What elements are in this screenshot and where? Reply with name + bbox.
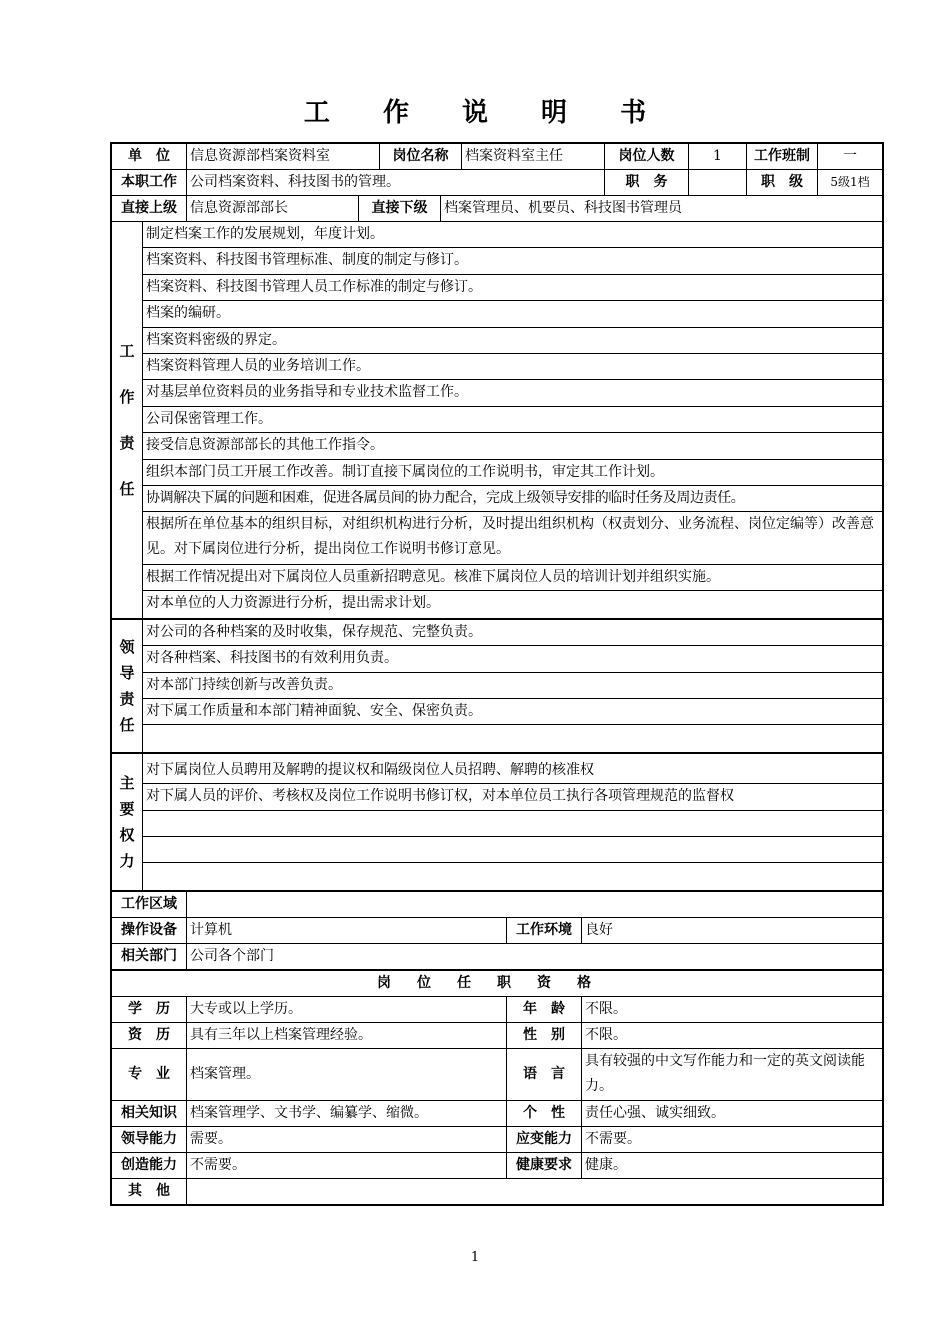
list-item: 对下属工作质量和本部门精神面貌、安全、保密负责。 xyxy=(143,699,882,725)
adaptability-label: 应变能力 xyxy=(507,1127,582,1152)
equipment-label: 操作设备 xyxy=(112,918,187,943)
shift-label: 工作班制 xyxy=(747,144,818,169)
creativity-row xyxy=(112,1153,882,1179)
age-label: 年 龄 xyxy=(507,997,582,1022)
job-description-table xyxy=(110,142,884,1206)
environment-value: 良好 xyxy=(585,921,613,938)
page-title: 工 作 说 明 书 xyxy=(303,98,669,128)
knowledge-row xyxy=(112,1101,882,1127)
creativity-value: 不需要。 xyxy=(187,1153,507,1178)
position-label: 岗位名称 xyxy=(380,144,462,169)
other-row xyxy=(112,1179,882,1204)
leadership-list xyxy=(143,620,882,752)
personality-label: 个 性 xyxy=(507,1101,582,1126)
header-row-2 xyxy=(112,170,882,196)
job-label: 本职工作 xyxy=(112,170,187,195)
list-item: 根据工作情况提出对下属岗位人员重新招聘意见。核准下属岗位人员的培训计划并组织实施。 xyxy=(143,565,882,591)
grade-label: 职 级 xyxy=(747,170,818,195)
creativity-label: 创造能力 xyxy=(112,1153,187,1178)
headcount-label: 岗位人数 xyxy=(605,144,689,169)
list-item: 对各种档案、科技图书的有效利用负责。 xyxy=(143,646,882,672)
list-item: 制定档案工作的发展规划，年度计划。 xyxy=(143,222,882,248)
list-item: 档案资料管理人员的业务培训工作。 xyxy=(143,354,882,380)
list-item: 组织本部门员工开展工作改善。制订直接下属岗位的工作说明书，审定其工作计划。 xyxy=(143,460,882,486)
list-item xyxy=(143,863,882,889)
duty-label: 职 务 xyxy=(605,170,689,195)
list-item: 档案的编研。 xyxy=(143,301,882,327)
education-value: 大专或以上学历。 xyxy=(187,997,507,1022)
experience-row xyxy=(112,1023,882,1049)
environment-label: 工作环境 xyxy=(507,918,582,943)
health-label: 健康要求 xyxy=(507,1153,582,1178)
leadership-ability-row xyxy=(112,1127,882,1153)
gender-label: 性 别 xyxy=(507,1023,582,1048)
language-value: 具有较强的中文写作能力和一定的英文阅读能力。 xyxy=(585,1052,865,1094)
experience-label: 资 历 xyxy=(112,1023,187,1048)
list-item: 对下属岗位人员聘用及解聘的提议权和隔级岗位人员招聘、解聘的核准权 xyxy=(143,758,882,784)
leadership-label: 领 导 责 任 xyxy=(112,620,143,752)
leadership-ability-value: 需要。 xyxy=(187,1127,507,1152)
education-row xyxy=(112,997,882,1023)
list-item: 公司保密管理工作。 xyxy=(143,407,882,433)
experience-value: 具有三年以上档案管理经验。 xyxy=(187,1023,507,1048)
authority-list xyxy=(143,754,882,890)
work-area-row xyxy=(112,892,882,918)
responsibilities-label: 工 作 责 任 xyxy=(112,222,143,618)
list-item: 接受信息资源部部长的其他工作指令。 xyxy=(143,433,882,459)
grade-value: 5级1档 xyxy=(830,175,870,189)
list-item: 根据所在单位基本的组织目标，对组织机构进行分析，及时提出组织机构（权责划分、业务流程、岗位定编等）改善意见。对下属岗位进行分析，提出岗位工作说明书修订意见。 xyxy=(143,512,882,565)
headcount-value: 1 xyxy=(689,144,747,169)
list-item xyxy=(143,811,882,837)
related-dept-row xyxy=(112,944,882,971)
list-item: 档案资料密级的界定。 xyxy=(143,328,882,354)
authority-label: 主 要 权 力 xyxy=(112,754,143,890)
work-area-label: 工作区域 xyxy=(112,892,187,917)
responsibilities-list xyxy=(143,222,882,618)
adaptability-value: 不需要。 xyxy=(585,1130,641,1147)
related-dept-value: 公司各个部门 xyxy=(190,947,274,964)
other-value xyxy=(187,1179,882,1204)
major-row xyxy=(112,1049,882,1101)
list-item xyxy=(143,725,882,751)
knowledge-value: 档案管理学、文书学、编纂学、缩微。 xyxy=(187,1101,507,1126)
list-item: 对下属人员的评价、考核权及岗位工作说明书修订权，对本单位员工执行各项管理规范的监督权 xyxy=(143,784,882,810)
header-row-3 xyxy=(112,196,882,222)
superior-value: 信息资源部部长 xyxy=(187,196,359,221)
other-label: 其 他 xyxy=(112,1179,187,1204)
education-label: 学 历 xyxy=(112,997,187,1022)
page-number: 1 xyxy=(470,1250,480,1265)
personality-value: 责任心强、诚实细致。 xyxy=(585,1104,725,1121)
list-item: 对基层单位资料员的业务指导和专业技术监督工作。 xyxy=(143,380,882,406)
work-area-value xyxy=(187,892,882,917)
list-item: 对公司的各种档案的及时收集，保存规范、完整负责。 xyxy=(143,620,882,646)
superior-label: 直接上级 xyxy=(112,196,187,221)
position-value: 档案资料室主任 xyxy=(462,144,605,169)
unit-value: 信息资源部档案资料室 xyxy=(187,144,380,169)
list-item xyxy=(143,837,882,863)
subordinate-value: 档案管理员、机要员、科技图书管理员 xyxy=(444,200,682,216)
job-value: 公司档案资料、科技图书的管理。 xyxy=(187,170,605,195)
list-item: 对本单位的人力资源进行分析，提出需求计划。 xyxy=(146,595,440,612)
shift-value: 一 xyxy=(843,148,857,164)
qualifications-heading: 岗位任职资格 xyxy=(377,974,617,991)
list-item: 协调解决下属的问题和困难，促进各属员间的协力配合，完成上级领导安排的临时任务及周边责任。 xyxy=(143,486,882,512)
equipment-row xyxy=(112,918,882,944)
leadership-ability-label: 领导能力 xyxy=(112,1127,187,1152)
duty-value xyxy=(689,170,747,195)
authority-section xyxy=(112,754,882,892)
language-label: 语 言 xyxy=(507,1049,582,1100)
header-row-1 xyxy=(112,144,882,170)
age-value: 不限。 xyxy=(585,1000,627,1017)
list-item: 档案资料、科技图书管理标准、制度的制定与修订。 xyxy=(143,248,882,274)
equipment-value: 计算机 xyxy=(187,918,507,943)
knowledge-label: 相关知识 xyxy=(112,1101,187,1126)
leadership-section xyxy=(112,620,882,754)
subordinate-label: 直接下级 xyxy=(359,196,441,221)
qualifications-heading-row xyxy=(112,971,882,997)
related-dept-label: 相关部门 xyxy=(112,944,187,969)
health-value: 健康。 xyxy=(585,1156,627,1173)
unit-label: 单 位 xyxy=(112,144,187,169)
list-item: 档案资料、科技图书管理人员工作标准的制定与修订。 xyxy=(143,275,882,301)
responsibilities-section xyxy=(112,222,882,620)
gender-value: 不限。 xyxy=(585,1026,627,1043)
major-value: 档案管理。 xyxy=(187,1049,507,1100)
list-item: 对本部门持续创新与改善负责。 xyxy=(143,673,882,699)
major-label: 专 业 xyxy=(112,1049,187,1100)
